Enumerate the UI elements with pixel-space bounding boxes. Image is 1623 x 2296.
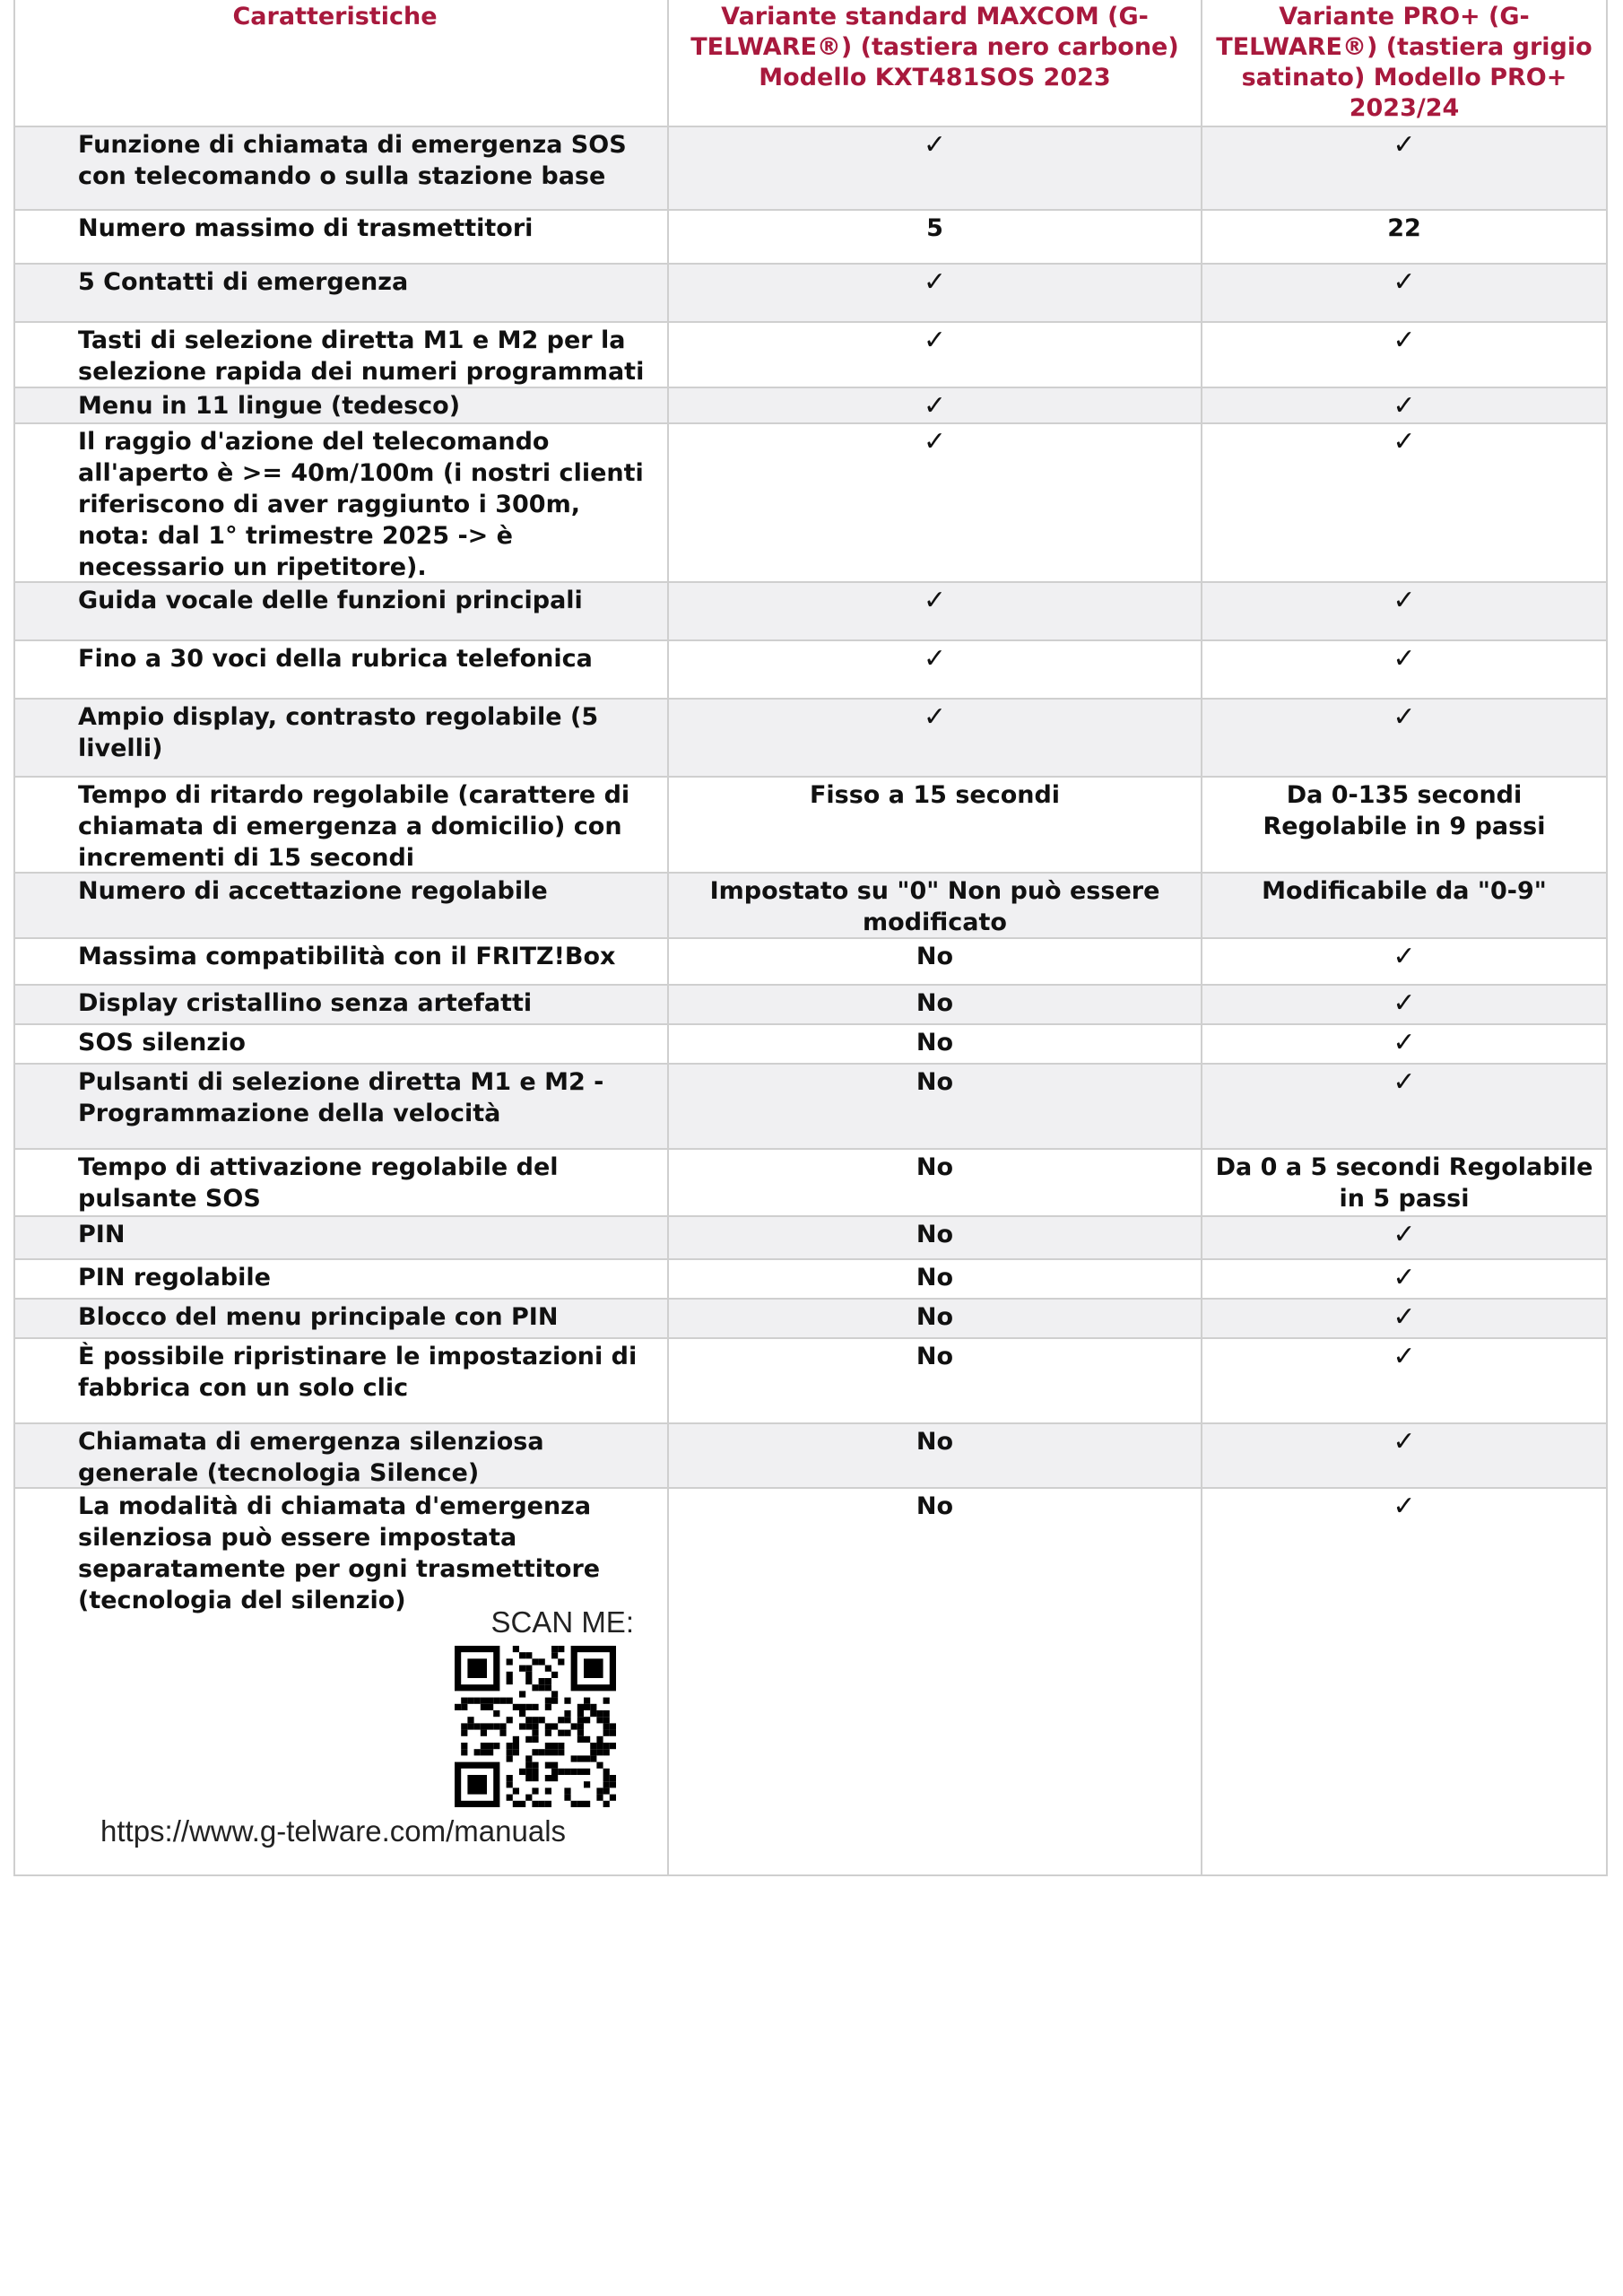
table-row — [15, 1025, 1606, 1065]
feature-label: PIN regolabile — [15, 1260, 669, 1298]
feature-label: Ampio display, contrasto regolabile (5 livelli) — [15, 700, 669, 776]
standard-value: No — [669, 1339, 1202, 1422]
feature-label: Tempo di ritardo regolabile (carattere di chiamata di emergenza a domicilio) con incrementi di 15 secondi — [15, 778, 669, 872]
standard-value: ✓ — [669, 583, 1202, 639]
pro-value: ✓ — [1393, 1066, 1416, 1098]
feature-label: SOS silenzio — [15, 1025, 669, 1063]
table-row — [15, 1300, 1606, 1339]
feature-label: Numero di accettazione regolabile — [15, 874, 669, 937]
standard-value: ✓ — [669, 127, 1202, 209]
pro-value: ✓ — [1393, 325, 1416, 356]
pro-value: ✓ — [1393, 941, 1416, 972]
feature-label: Guida vocale delle funzioni principali — [15, 583, 669, 639]
pro-value: Modificabile da "0-9" — [1262, 877, 1547, 905]
table-row — [15, 583, 1606, 641]
table-row — [15, 211, 1606, 265]
standard-value: No — [669, 939, 1202, 984]
feature-label: Display cristallino senza artefatti — [15, 986, 669, 1023]
feature-label: 5 Contatti di emergenza — [15, 265, 669, 321]
pro-value: ✓ — [1393, 1341, 1416, 1372]
table-row — [15, 323, 1606, 388]
feature-label: Fino a 30 voci della rubrica telefonica — [15, 641, 669, 698]
table-row — [15, 986, 1606, 1025]
pro-value: ✓ — [1393, 987, 1416, 1019]
table-row — [15, 127, 1606, 211]
standard-value: ✓ — [669, 700, 1202, 776]
table-row — [15, 265, 1606, 323]
table-row — [15, 1150, 1606, 1217]
pro-value: ✓ — [1393, 1426, 1416, 1457]
feature-label: Pulsanti di selezione diretta M1 e M2 - Programmazione della velocità — [15, 1065, 669, 1148]
table-row — [15, 939, 1606, 986]
standard-value: No — [669, 1150, 1202, 1215]
feature-label: È possibile ripristinare le impostazioni di fabbrica con un solo clic — [15, 1339, 669, 1422]
table-row — [15, 388, 1606, 424]
standard-value: Fisso a 15 secondi — [669, 778, 1202, 872]
feature-label: Chiamata di emergenza silenziosa generale (tecnologia Silence) — [15, 1424, 669, 1487]
pro-value: ✓ — [1393, 1262, 1416, 1293]
pro-value: ✓ — [1393, 1219, 1416, 1250]
standard-value: 5 — [669, 211, 1202, 263]
standard-value: No — [669, 1260, 1202, 1298]
feature-label: Tempo di attivazione regolabile del pulsante SOS — [15, 1150, 669, 1215]
feature-label: PIN — [15, 1217, 669, 1258]
qr-code-icon[interactable] — [455, 1646, 616, 1807]
standard-value: ✓ — [669, 424, 1202, 581]
standard-value: No — [669, 1217, 1202, 1258]
pro-value: ✓ — [1393, 585, 1416, 616]
feature-label: Tasti di selezione diretta M1 e M2 per la selezione rapida dei numeri programmati — [15, 323, 669, 387]
table-row — [15, 641, 1606, 700]
pro-value: ✓ — [1393, 426, 1416, 457]
feature-label: Numero massimo di trasmettitori — [15, 211, 669, 263]
table-row — [15, 1339, 1606, 1424]
manuals-url: https://www.g-telware.com/manuals — [100, 1814, 567, 1848]
feature-label: La modalità di chiamata d'emergenza silenziosa può essere impostata separatamente per ogni trasmettitore (tecnologia del silenzio) — [15, 1489, 669, 1876]
standard-value: ✓ — [669, 388, 1202, 422]
feature-label: Il raggio d'azione del telecomando all'aperto è >= 40m/100m (i nostri clienti riferiscono di aver raggiunto i 300m, nota: dal 1° trimestre 2025 -> è necessario un ripetitore). — [15, 424, 669, 581]
table-row — [15, 700, 1606, 778]
standard-value: No — [669, 1065, 1202, 1148]
pro-value: ✓ — [1393, 390, 1416, 422]
table-row — [15, 1217, 1606, 1260]
comparison-table — [13, 0, 1608, 1876]
pro-value: ✓ — [1393, 1301, 1416, 1333]
standard-value: No — [669, 1424, 1202, 1487]
feature-label: Menu in 11 lingue (tedesco) — [15, 388, 669, 422]
standard-value: No — [669, 1489, 1202, 1876]
standard-value: No — [669, 1025, 1202, 1063]
pro-value: ✓ — [1393, 266, 1416, 298]
standard-value: Impostato su "0" Non può essere modificato — [669, 874, 1202, 937]
pro-value: ✓ — [1393, 129, 1416, 161]
feature-label: Funzione di chiamata di emergenza SOS con telecomando o sulla stazione base — [15, 127, 669, 209]
pro-value: Da 0-135 secondi Regolabile in 9 passi — [1263, 781, 1546, 840]
pro-value: 22 — [1387, 214, 1421, 242]
table-row — [15, 1065, 1606, 1150]
scan-me-label: SCAN ME: — [490, 1605, 634, 1639]
pro-value: ✓ — [1393, 701, 1416, 733]
table-header-row — [15, 0, 1606, 127]
qr-section — [78, 1605, 634, 1857]
pro-value: ✓ — [1393, 1027, 1416, 1058]
table-row — [15, 778, 1606, 874]
standard-value: No — [669, 1300, 1202, 1337]
standard-value: No — [669, 986, 1202, 1023]
table-row — [15, 424, 1606, 583]
standard-value: ✓ — [669, 265, 1202, 321]
feature-label: Blocco del menu principale con PIN — [15, 1300, 669, 1337]
header-standard-variant: Variante standard MAXCOM (G-TELWARE®) (tastiera nero carbone) Modello KXT481SOS 2023 — [669, 0, 1202, 126]
pro-value: Da 0 a 5 secondi Regolabile in 5 passi — [1215, 1153, 1593, 1213]
standard-value: ✓ — [669, 323, 1202, 387]
pro-value: ✓ — [1393, 643, 1416, 674]
table-row — [15, 1424, 1606, 1489]
pro-value: ✓ — [1393, 1491, 1416, 1522]
table-row — [15, 1260, 1606, 1300]
standard-value: ✓ — [669, 641, 1202, 698]
header-features: Caratteristiche — [15, 0, 669, 126]
header-pro-variant: Variante PRO+ (G-TELWARE®) (tastiera grigio satinato) Modello PRO+ 2023/24 — [1216, 3, 1593, 122]
table-row — [15, 874, 1606, 939]
feature-label: Massima compatibilità con il FRITZ!Box — [15, 939, 669, 984]
